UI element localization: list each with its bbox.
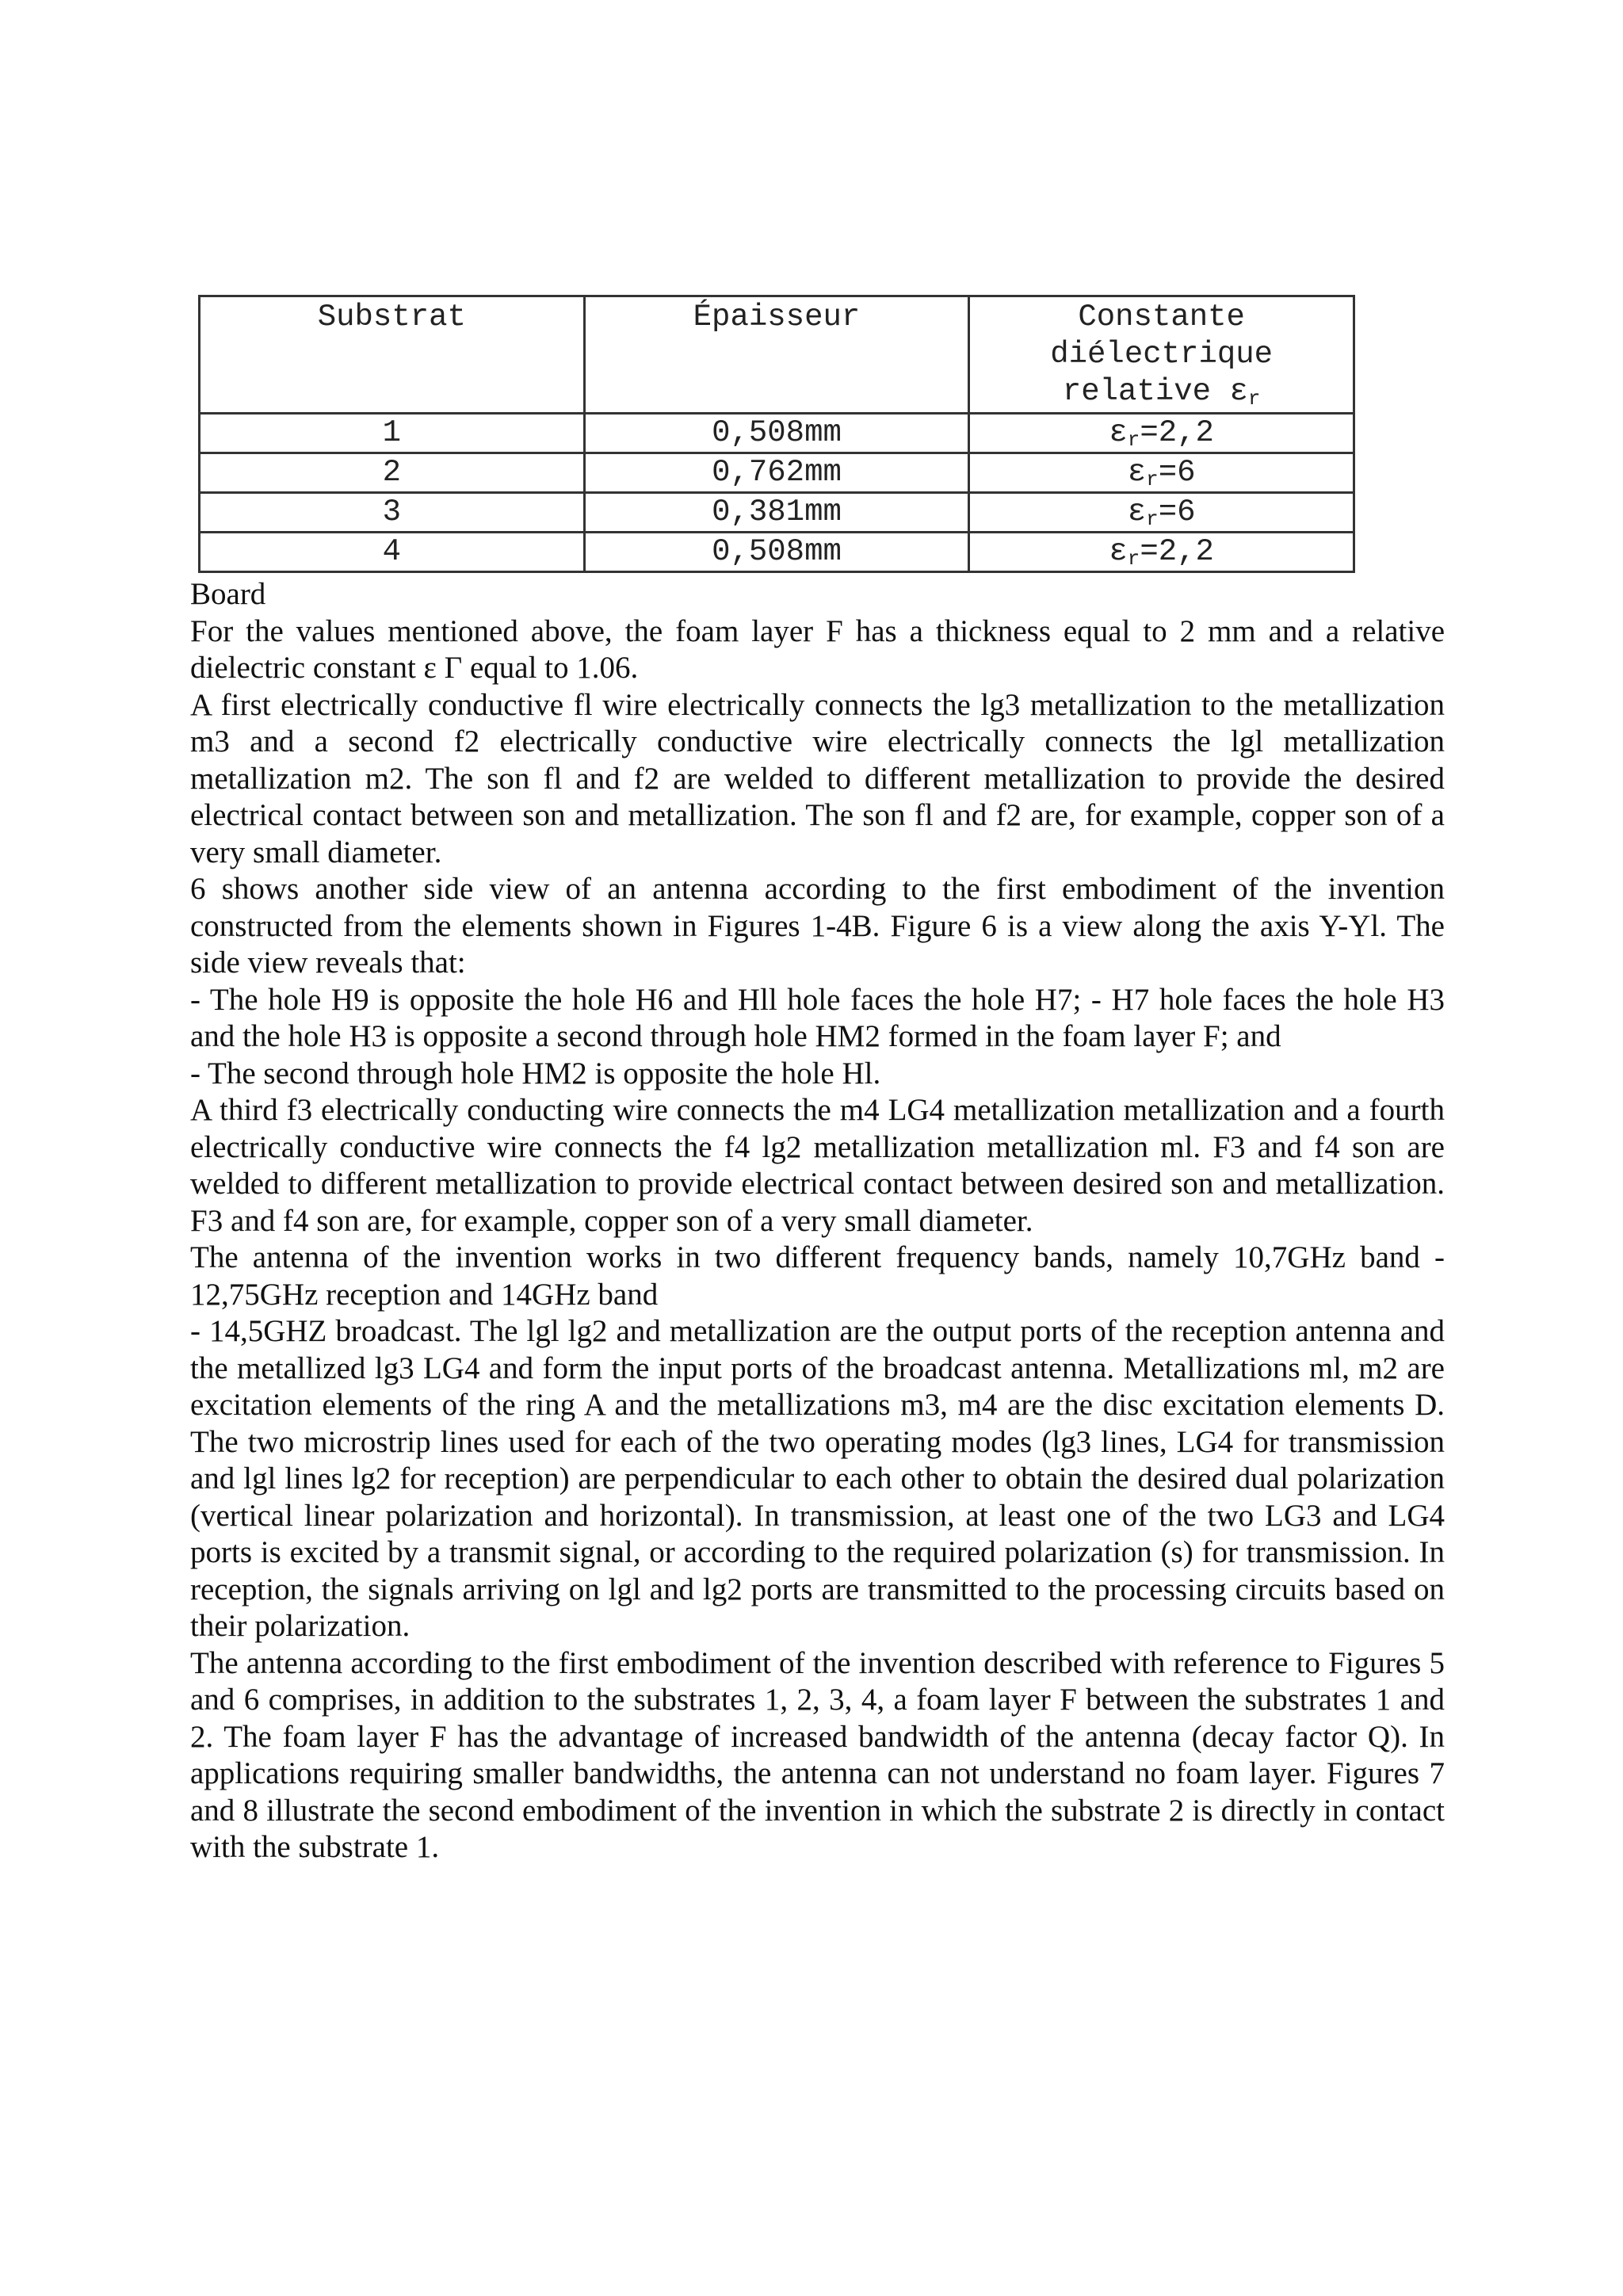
table-header-row xyxy=(200,296,1354,414)
cell-substrat: 2 xyxy=(200,453,585,493)
table-row xyxy=(200,453,1354,493)
cell-constante xyxy=(969,414,1354,453)
eps-symbol: ε xyxy=(1127,495,1147,529)
header-constante-line2: diélectrique xyxy=(1050,337,1274,372)
eps-sub: r xyxy=(1127,547,1140,571)
cell-constante xyxy=(969,453,1354,493)
paragraph-foam-layer: For the values mentioned above, the foam layer F has a thickness equal to 2 mm and a relative dielectric constant ε Γ equal to 1.06. xyxy=(190,613,1445,685)
cell-epaisseur: 0,508mm xyxy=(584,414,969,453)
paragraph-holes-list-1: - The hole H9 is opposite the hole H6 and Hll hole faces the hole H7; - H7 hole faces the hole H3 and the hole H3 is opposite a second through hole HM2 formed in the foam layer F; and xyxy=(190,982,1445,1053)
paragraph-frequency-bands: The antenna of the invention works in two different frequency bands, namely 10,7GHz band - 12,75GHz reception and 14GHz band xyxy=(190,1240,1445,1312)
cell-constante xyxy=(969,493,1354,533)
table-row xyxy=(200,533,1354,572)
eps-value: =6 xyxy=(1158,455,1196,490)
cell-epaisseur: 0,762mm xyxy=(584,453,969,493)
paragraph-board-label: Board xyxy=(190,577,266,611)
eps-symbol: ε xyxy=(1109,415,1128,450)
header-epaisseur: Épaisseur xyxy=(584,296,969,414)
cell-epaisseur: 0,381mm xyxy=(584,493,969,533)
body-text xyxy=(190,576,1445,1866)
eps-sub: r xyxy=(1127,428,1140,452)
eps-value: =2,2 xyxy=(1140,415,1214,450)
substrate-table xyxy=(198,295,1355,573)
paragraph-wires-f3-f4: A third f3 electrically conducting wire connects the m4 LG4 metallization metallization and a fourth electrically conductive wire connects the f4 lg2 metallization metallization ml. F3 and f4 son are welded to different metallization to provide electrical contact between desired son and metallization. F3 and f4 son are, for example, copper son of a very small diameter. xyxy=(190,1093,1445,1238)
cell-constante xyxy=(969,533,1354,572)
table-row xyxy=(200,493,1354,533)
paragraph-wires-f1-f2: A first electrically conductive fl wire electrically connects the lg3 metallization to the metallization m3 and a second f2 electrically conductive wire electrically connects the lgl metallization metallization m2. The son fl and f2 are welded to different metallization to provide the desired electrical contact between son and metallization. The son fl and f2 are, for example, copper son of a very small diameter. xyxy=(190,687,1445,869)
eps-symbol: ε xyxy=(1109,534,1128,569)
eps-symbol: ε xyxy=(1127,455,1147,490)
paragraph-holes-list-2: - The second through hole HM2 is opposite the hole Hl. xyxy=(190,1056,881,1091)
table-row xyxy=(200,414,1354,453)
paragraph-first-embodiment: The antenna according to the first embodiment of the invention described with reference to Figures 5 and 6 comprises, in addition to the substrates 1, 2, 3, 4, a foam layer F between the substrates 1 and 2. The foam layer F has the advantage of increased bandwidth of the antenna (decay factor Q). In applications requiring smaller bandwidths, the antenna can not understand no foam layer. Figures 7 and 8 illustrate the second embodiment of the invention in which the substrate 2 is directly in contact with the substrate 1. xyxy=(190,1645,1445,1864)
eps-sub: r xyxy=(1146,468,1159,491)
header-substrat: Substrat xyxy=(200,296,585,414)
header-constante-line3: relative ε xyxy=(1062,374,1248,409)
header-constante xyxy=(969,296,1354,414)
cell-substrat: 4 xyxy=(200,533,585,572)
eps-value: =2,2 xyxy=(1140,534,1214,569)
header-constante-sub: r xyxy=(1247,387,1261,411)
cell-epaisseur: 0,508mm xyxy=(584,533,969,572)
header-constante-line1: Constante xyxy=(1078,300,1245,334)
paragraph-ports: - 14,5GHZ broadcast. The lgl lg2 and metallization are the output ports of the reception antenna and the metallized lg3 LG4 and form the input ports of the broadcast antenna. Metallizations ml, m2 are excitation elements of the ring A and the metallizations m3, m4 are the disc excitation elements D. The two microstrip lines used for each of the two operating modes (lg3 lines, LG4 for transmission and lgl lines lg2 for reception) are perpendicular to each other to obtain the desired dual polarization (vertical linear polarization and horizontal). In transmission, at least one of the two LG3 and LG4 ports is excited by a transmit signal, or according to the required polarization (s) for transmission. In reception, the signals arriving on lgl and lg2 ports are transmitted to the processing circuits based on their polarization. xyxy=(190,1314,1445,1643)
paragraph-side-view: 6 shows another side view of an antenna according to the first embodiment of the invention constructed from the elements shown in Figures 1-4B. Figure 6 is a view along the axis Y-Yl. The side view reveals that: xyxy=(190,872,1445,980)
cell-substrat: 3 xyxy=(200,493,585,533)
eps-sub: r xyxy=(1146,507,1159,531)
cell-substrat: 1 xyxy=(200,414,585,453)
eps-value: =6 xyxy=(1158,495,1196,529)
